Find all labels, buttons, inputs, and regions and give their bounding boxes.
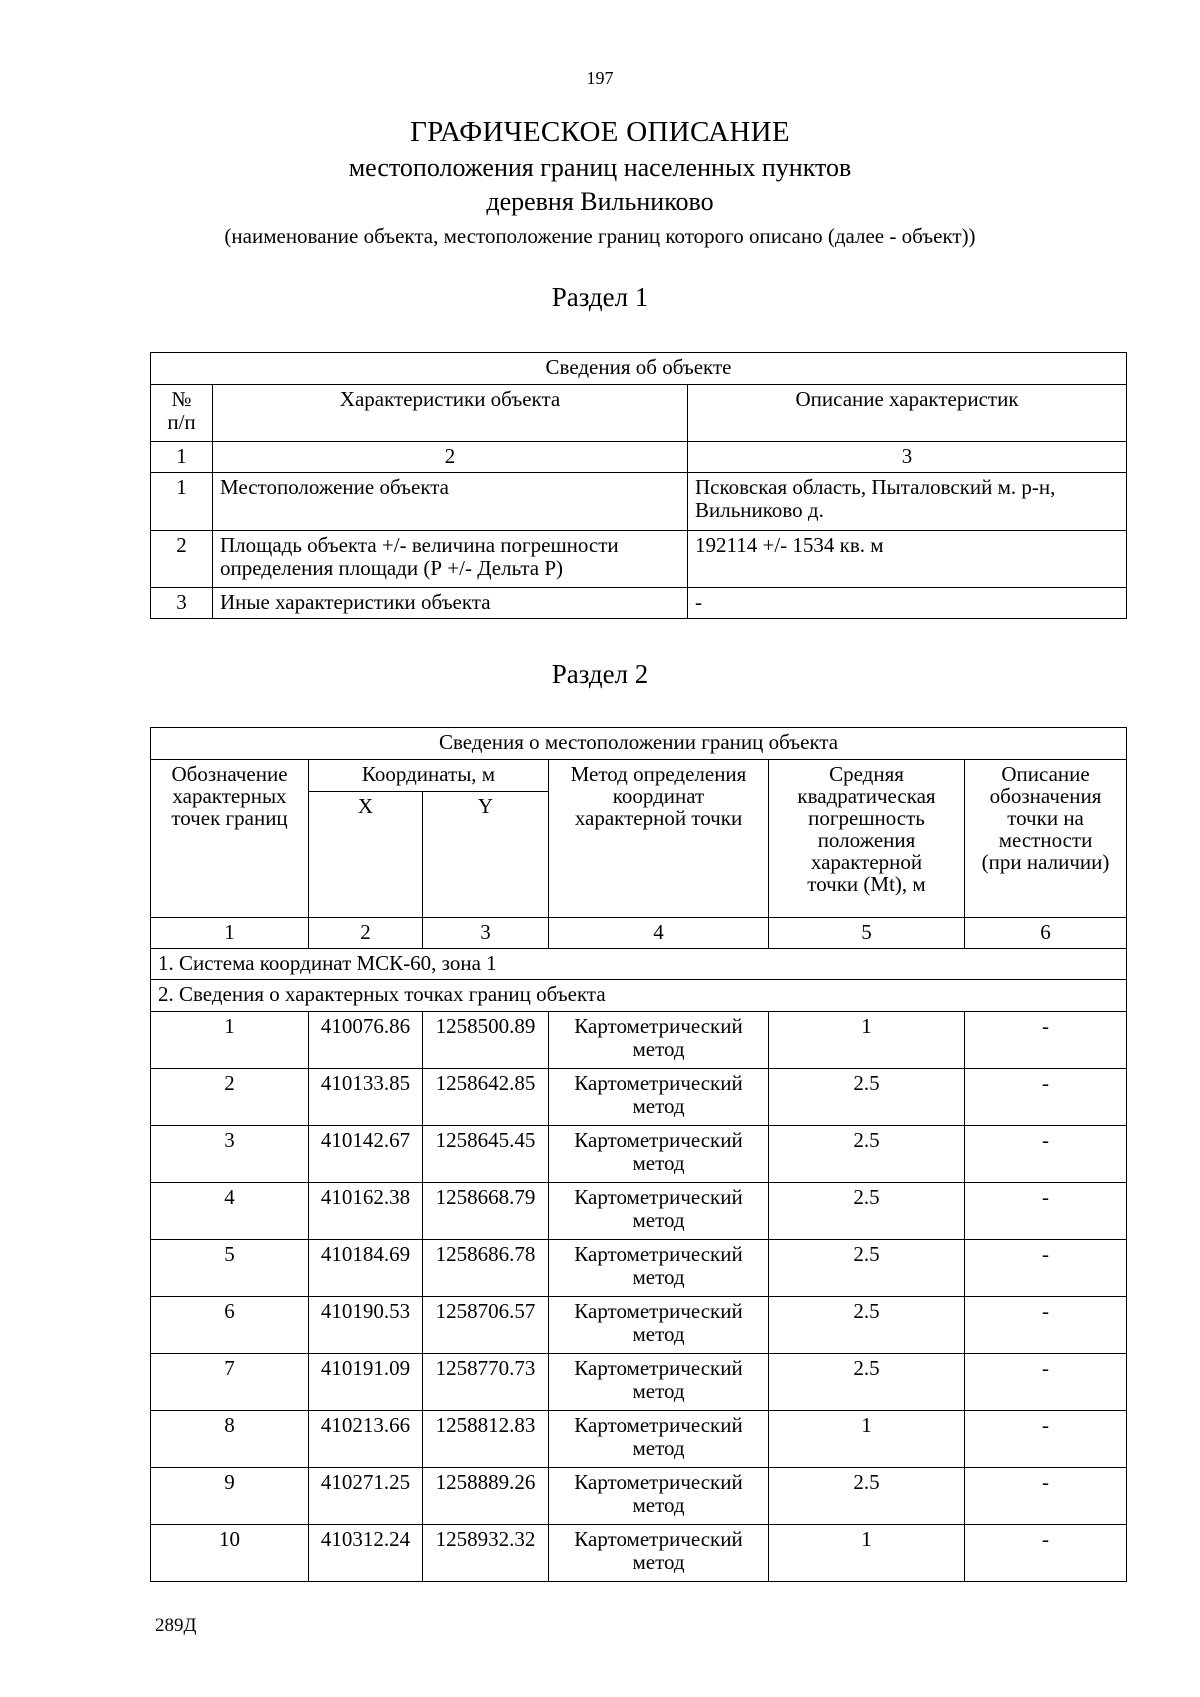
point-description: - [965,1525,1127,1582]
point-description: - [965,1126,1127,1183]
point-id: 10 [151,1525,309,1582]
point-y: 1258686.78 [423,1240,549,1297]
column-number: 1 [151,918,309,949]
point-x: 410271.25 [309,1468,423,1525]
point-x: 410191.09 [309,1354,423,1411]
header-y: Y [423,792,549,918]
point-mt: 2.5 [769,1240,965,1297]
point-method: Картометрический метод [549,1126,769,1183]
header-characteristics: Характеристики объекта [213,385,688,442]
point-x: 410162.38 [309,1183,423,1240]
table-row [151,1126,1127,1183]
table-row [151,1240,1127,1297]
header-mean-error: Средняя квадратическая погрешность положения характерной точки (Mt), м [769,760,965,918]
point-method: Картометрический метод [549,1468,769,1525]
column-number: 1 [151,442,213,473]
column-number: 4 [549,918,769,949]
table-row [151,1411,1127,1468]
point-x: 410213.66 [309,1411,423,1468]
column-number: 3 [688,442,1127,473]
point-mt: 2.5 [769,1126,965,1183]
header-description: Описание характеристик [688,385,1127,442]
column-number: 2 [309,918,423,949]
point-method: Картометрический метод [549,1525,769,1582]
header-x: X [309,792,423,918]
section-1-title: Раздел 1 [551,282,649,312]
column-number: 3 [423,918,549,949]
object-info-table [150,352,1127,619]
point-description: - [965,1012,1127,1069]
point-x: 410076.86 [309,1012,423,1069]
document-subtitle: местоположения границ населенных пунктов [348,153,852,182]
point-id: 7 [151,1354,309,1411]
point-id: 3 [151,1126,309,1183]
point-id: 5 [151,1240,309,1297]
column-number: 5 [769,918,965,949]
header-method: Метод определения координат характерной точки [549,760,769,918]
point-y: 1258668.79 [423,1183,549,1240]
point-description: - [965,1297,1127,1354]
point-id: 2 [151,1069,309,1126]
point-id: 8 [151,1411,309,1468]
header-num: № п/п [151,385,213,442]
point-mt: 2.5 [769,1468,965,1525]
table-row: 2 Площадь объекта +/- величина погрешности определения площади (Р +/- Дельта Р) 192114 +/- 1534 кв. м [151,531,1127,588]
point-method: Картометрический метод [549,1012,769,1069]
header-designation: Обозначение характерных точек границ [151,760,309,918]
section-2-title: Раздел 2 [551,659,649,689]
coordinate-system: 1. Система координат МСК-60, зона 1 [151,949,1127,980]
boundary-points-table [150,727,1127,1582]
object-note: (наименование объекта, местоположение границ которого описано (далее - объект)) [224,224,976,248]
point-x: 410133.85 [309,1069,423,1126]
point-description: - [965,1183,1127,1240]
column-number: 6 [965,918,1127,949]
point-x: 410142.67 [309,1126,423,1183]
point-description: - [965,1411,1127,1468]
header-coordinates: Координаты, м [309,760,549,792]
point-id: 6 [151,1297,309,1354]
table-row [151,1525,1127,1582]
point-mt: 2.5 [769,1069,965,1126]
point-method: Картометрический метод [549,1297,769,1354]
column-number: 2 [213,442,688,473]
footer-code: 289Д [155,1615,197,1636]
point-method: Картометрический метод [549,1069,769,1126]
point-y: 1258770.73 [423,1354,549,1411]
point-mt: 1 [769,1411,965,1468]
point-y: 1258889.26 [423,1468,549,1525]
point-y: 1258932.32 [423,1525,549,1582]
points-caption: 2. Сведения о характерных точках границ объекта [151,980,1127,1012]
point-method: Картометрический метод [549,1240,769,1297]
point-description: - [965,1069,1127,1126]
table-row: 3 Иные характеристики объекта - [151,588,1127,619]
points-body [151,1012,1127,1582]
point-x: 410184.69 [309,1240,423,1297]
point-y: 1258812.83 [423,1411,549,1468]
table-row [151,1012,1127,1069]
point-y: 1258642.85 [423,1069,549,1126]
point-description: - [965,1468,1127,1525]
document-title: ГРАФИЧЕСКОЕ ОПИСАНИЕ [410,116,790,148]
point-id: 9 [151,1468,309,1525]
point-mt: 2.5 [769,1183,965,1240]
point-mt: 2.5 [769,1297,965,1354]
header-point-description: Описание обозначения точки на местности (при наличии) [965,760,1127,918]
point-id: 4 [151,1183,309,1240]
point-id: 1 [151,1012,309,1069]
table-row [151,1297,1127,1354]
point-mt: 1 [769,1525,965,1582]
table-caption: Сведения о местоположении границ объекта [151,728,1127,760]
point-method: Картометрический метод [549,1183,769,1240]
point-x: 410190.53 [309,1297,423,1354]
table-row [151,1468,1127,1525]
point-method: Картометрический метод [549,1411,769,1468]
point-y: 1258706.57 [423,1297,549,1354]
point-mt: 1 [769,1012,965,1069]
table-caption: Сведения об объекте [151,353,1127,385]
point-y: 1258500.89 [423,1012,549,1069]
table-row [151,1354,1127,1411]
table-row: 1 Местоположение объекта Псковская область, Пыталовский м. р-н, Вильниково д. [151,473,1127,531]
point-description: - [965,1354,1127,1411]
point-mt: 2.5 [769,1354,965,1411]
table-row [151,1069,1127,1126]
page-number: 197 [586,68,614,88]
point-y: 1258645.45 [423,1126,549,1183]
table-row [151,1183,1127,1240]
settlement-name: деревня Вильниково [486,187,714,216]
point-method: Картометрический метод [549,1354,769,1411]
point-description: - [965,1240,1127,1297]
point-x: 410312.24 [309,1525,423,1582]
